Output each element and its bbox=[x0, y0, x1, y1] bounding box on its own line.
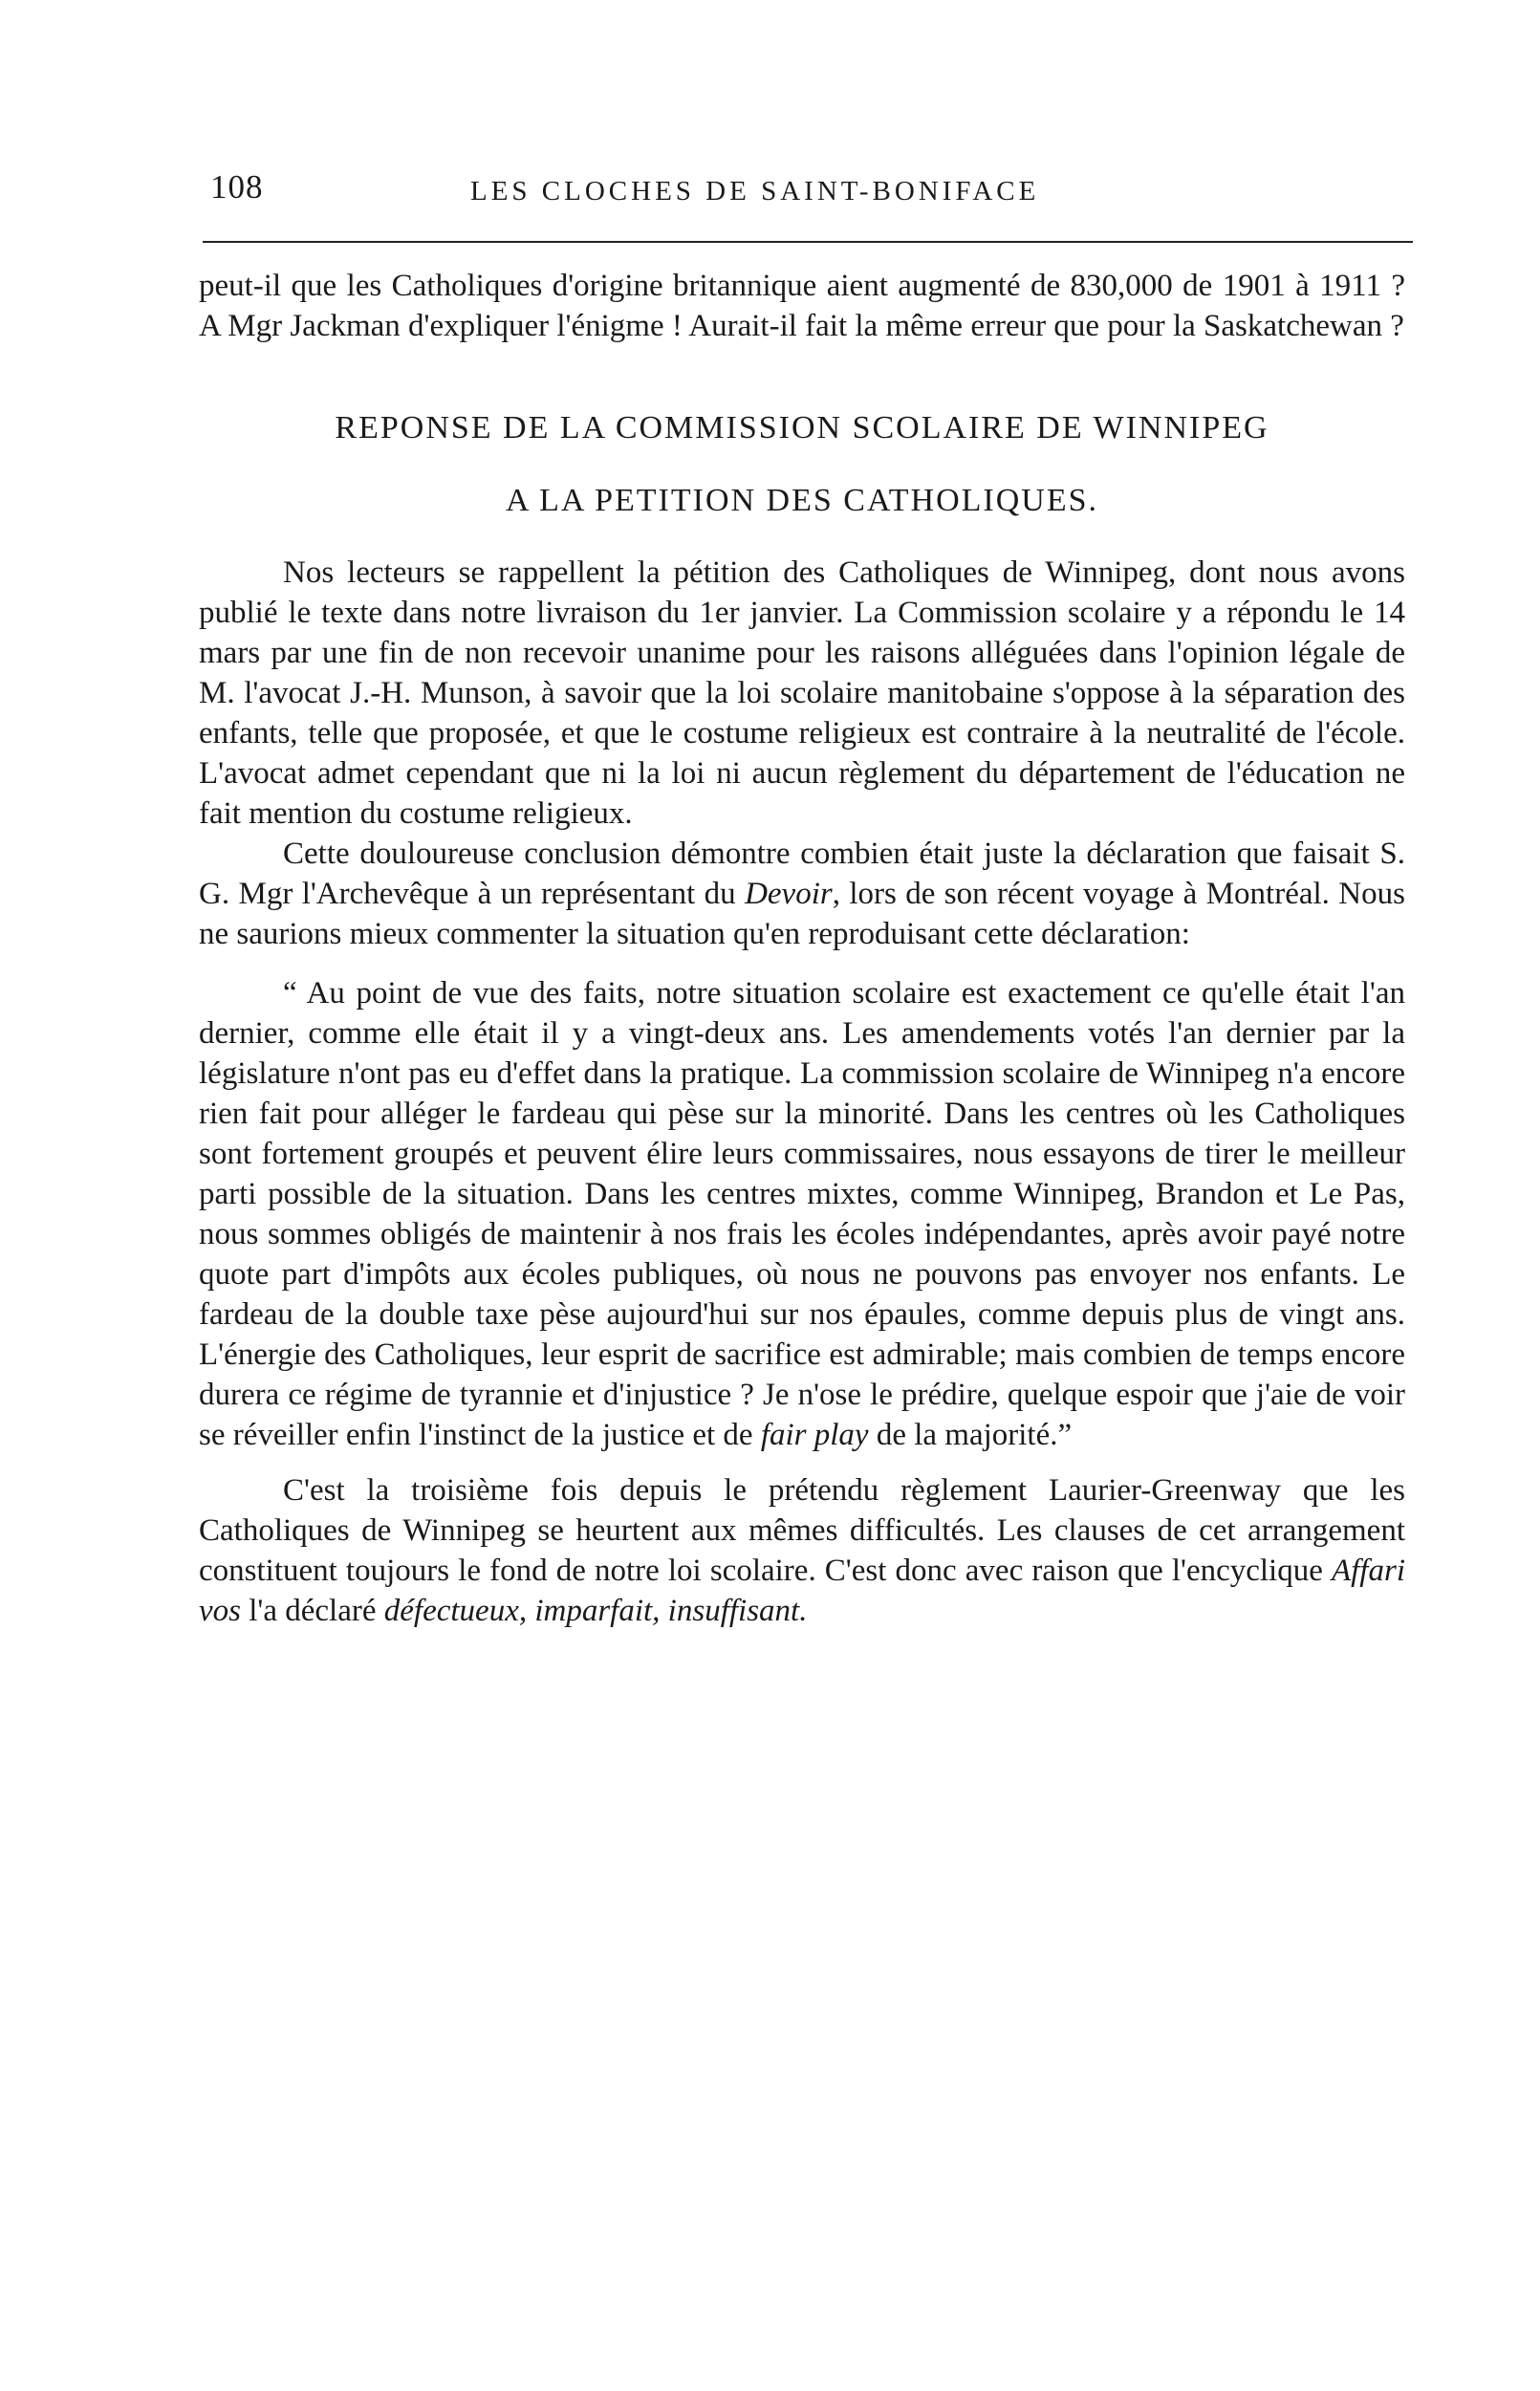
section-heading-line-1: REPONSE DE LA COMMISSION SCOLAIRE DE WINNIPEG bbox=[335, 410, 1269, 446]
newspaper-title: Devoir bbox=[745, 877, 833, 911]
page-header bbox=[203, 168, 1413, 222]
paragraph-text: l'a déclaré bbox=[241, 1594, 384, 1628]
paragraph-petition: Nos lecteurs se rappellent la pétition des Catholiques de Winnipeg, dont nous avons publié le texte dans notre livraison du 1er janvier. La Commission scolaire y a répondu le 14 mars par une fin de non recevoir unanime pour les raisons alléguées dans l'opinion légale de M. l'avocat J.-H. Munson, à savoir que la loi scolaire manitobaine s'oppose à la séparation des enfants, telle que proposée, et que le costume religieux est contraire à la neutralité de l'école. L'avocat admet cependant que ni la loi ni aucun règlement du département de l'éducation ne fait mention du costume religieux. bbox=[199, 555, 1405, 831]
page-body bbox=[199, 266, 1405, 1631]
italic-verdict: défectueux, imparfait, insuffisant. bbox=[383, 1594, 808, 1628]
quotation-archbishop bbox=[199, 973, 1405, 1455]
quote-text: “ Au point de vue des faits, notre situation scolaire est exactement ce qu'elle était l'an dernier, comme elle était il y a vingt-deux ans. Les amendements votés l'an dernier par la législature n'ont pas eu d'effet dans la pratique. La commission scolaire de Winnipeg n'a encore rien fait pour alléger le fardeau qui pèse sur la minorité. Dans les centres où les Catholiques sont fortement groupés et peuvent élire leurs commissaires, nous essayons de tirer le meilleur parti possible de la situation. Dans les centres mixtes, comme Winnipeg, Brandon et Le Pas, nous sommes obligés de maintenir à nos frais les écoles indépendantes, après avoir payé notre quote part d'impôts aux écoles publiques, où nous ne pouvons pas envoyer nos enfants. Le fardeau de la double taxe pèse aujourd'hui sur nos épaules, comme depuis plus de vingt ans. L'énergie des Catholiques, leur esprit de sacrifice est admirable; mais combien de temps encore durera ce régime de tyrannie et d'injustice ? Je n'ose le prédire, quelque espoir que j'aie de voir se réveiller enfin l'instinct de la justice et de bbox=[199, 976, 1405, 1452]
paragraph-conclusion bbox=[199, 1470, 1405, 1631]
section-heading-line-2: A LA PETITION DES CATHOLIQUES. bbox=[505, 483, 1099, 518]
paragraph-continuation: peut-il que les Catholiques d'origine britannique aient augmenté de 830,000 de 1901 à 1911 ? A Mgr Jackman d'expliquer l'énigme ! Aurait-il fait la même erreur que pour la Saskatchewan ? bbox=[199, 269, 1405, 343]
quote-italic-term: fair play bbox=[760, 1418, 869, 1452]
paragraph-declaration-intro bbox=[199, 834, 1405, 954]
page-number: 108 bbox=[210, 168, 264, 206]
header-rule bbox=[203, 241, 1413, 243]
encyclical-title: Affari vos bbox=[199, 1554, 1405, 1628]
paragraph-text: C'est la troisième fois depuis le prétendu règlement Laurier-Greenway que les Catholiques de Winnipeg se heurtent aux mêmes difficultés. Les clauses de cet arrangement constituent toujours le fond de notre loi scolaire. C'est donc avec raison que l'encyclique bbox=[199, 1473, 1405, 1588]
paragraph-text: Cette douloureuse conclusion démontre combien était juste la déclaration que faisait S. G. Mgr l'Archevêque à un représentant du bbox=[199, 837, 1405, 911]
quote-text: de la majorité.” bbox=[868, 1418, 1073, 1452]
running-head: LES CLOCHES DE SAINT-BONIFACE bbox=[470, 176, 1040, 206]
paragraph-text: , lors de son récent voyage à Montréal. Nous ne saurions mieux commenter la situation qu'en reproduisant cette déclaration: bbox=[199, 877, 1405, 951]
